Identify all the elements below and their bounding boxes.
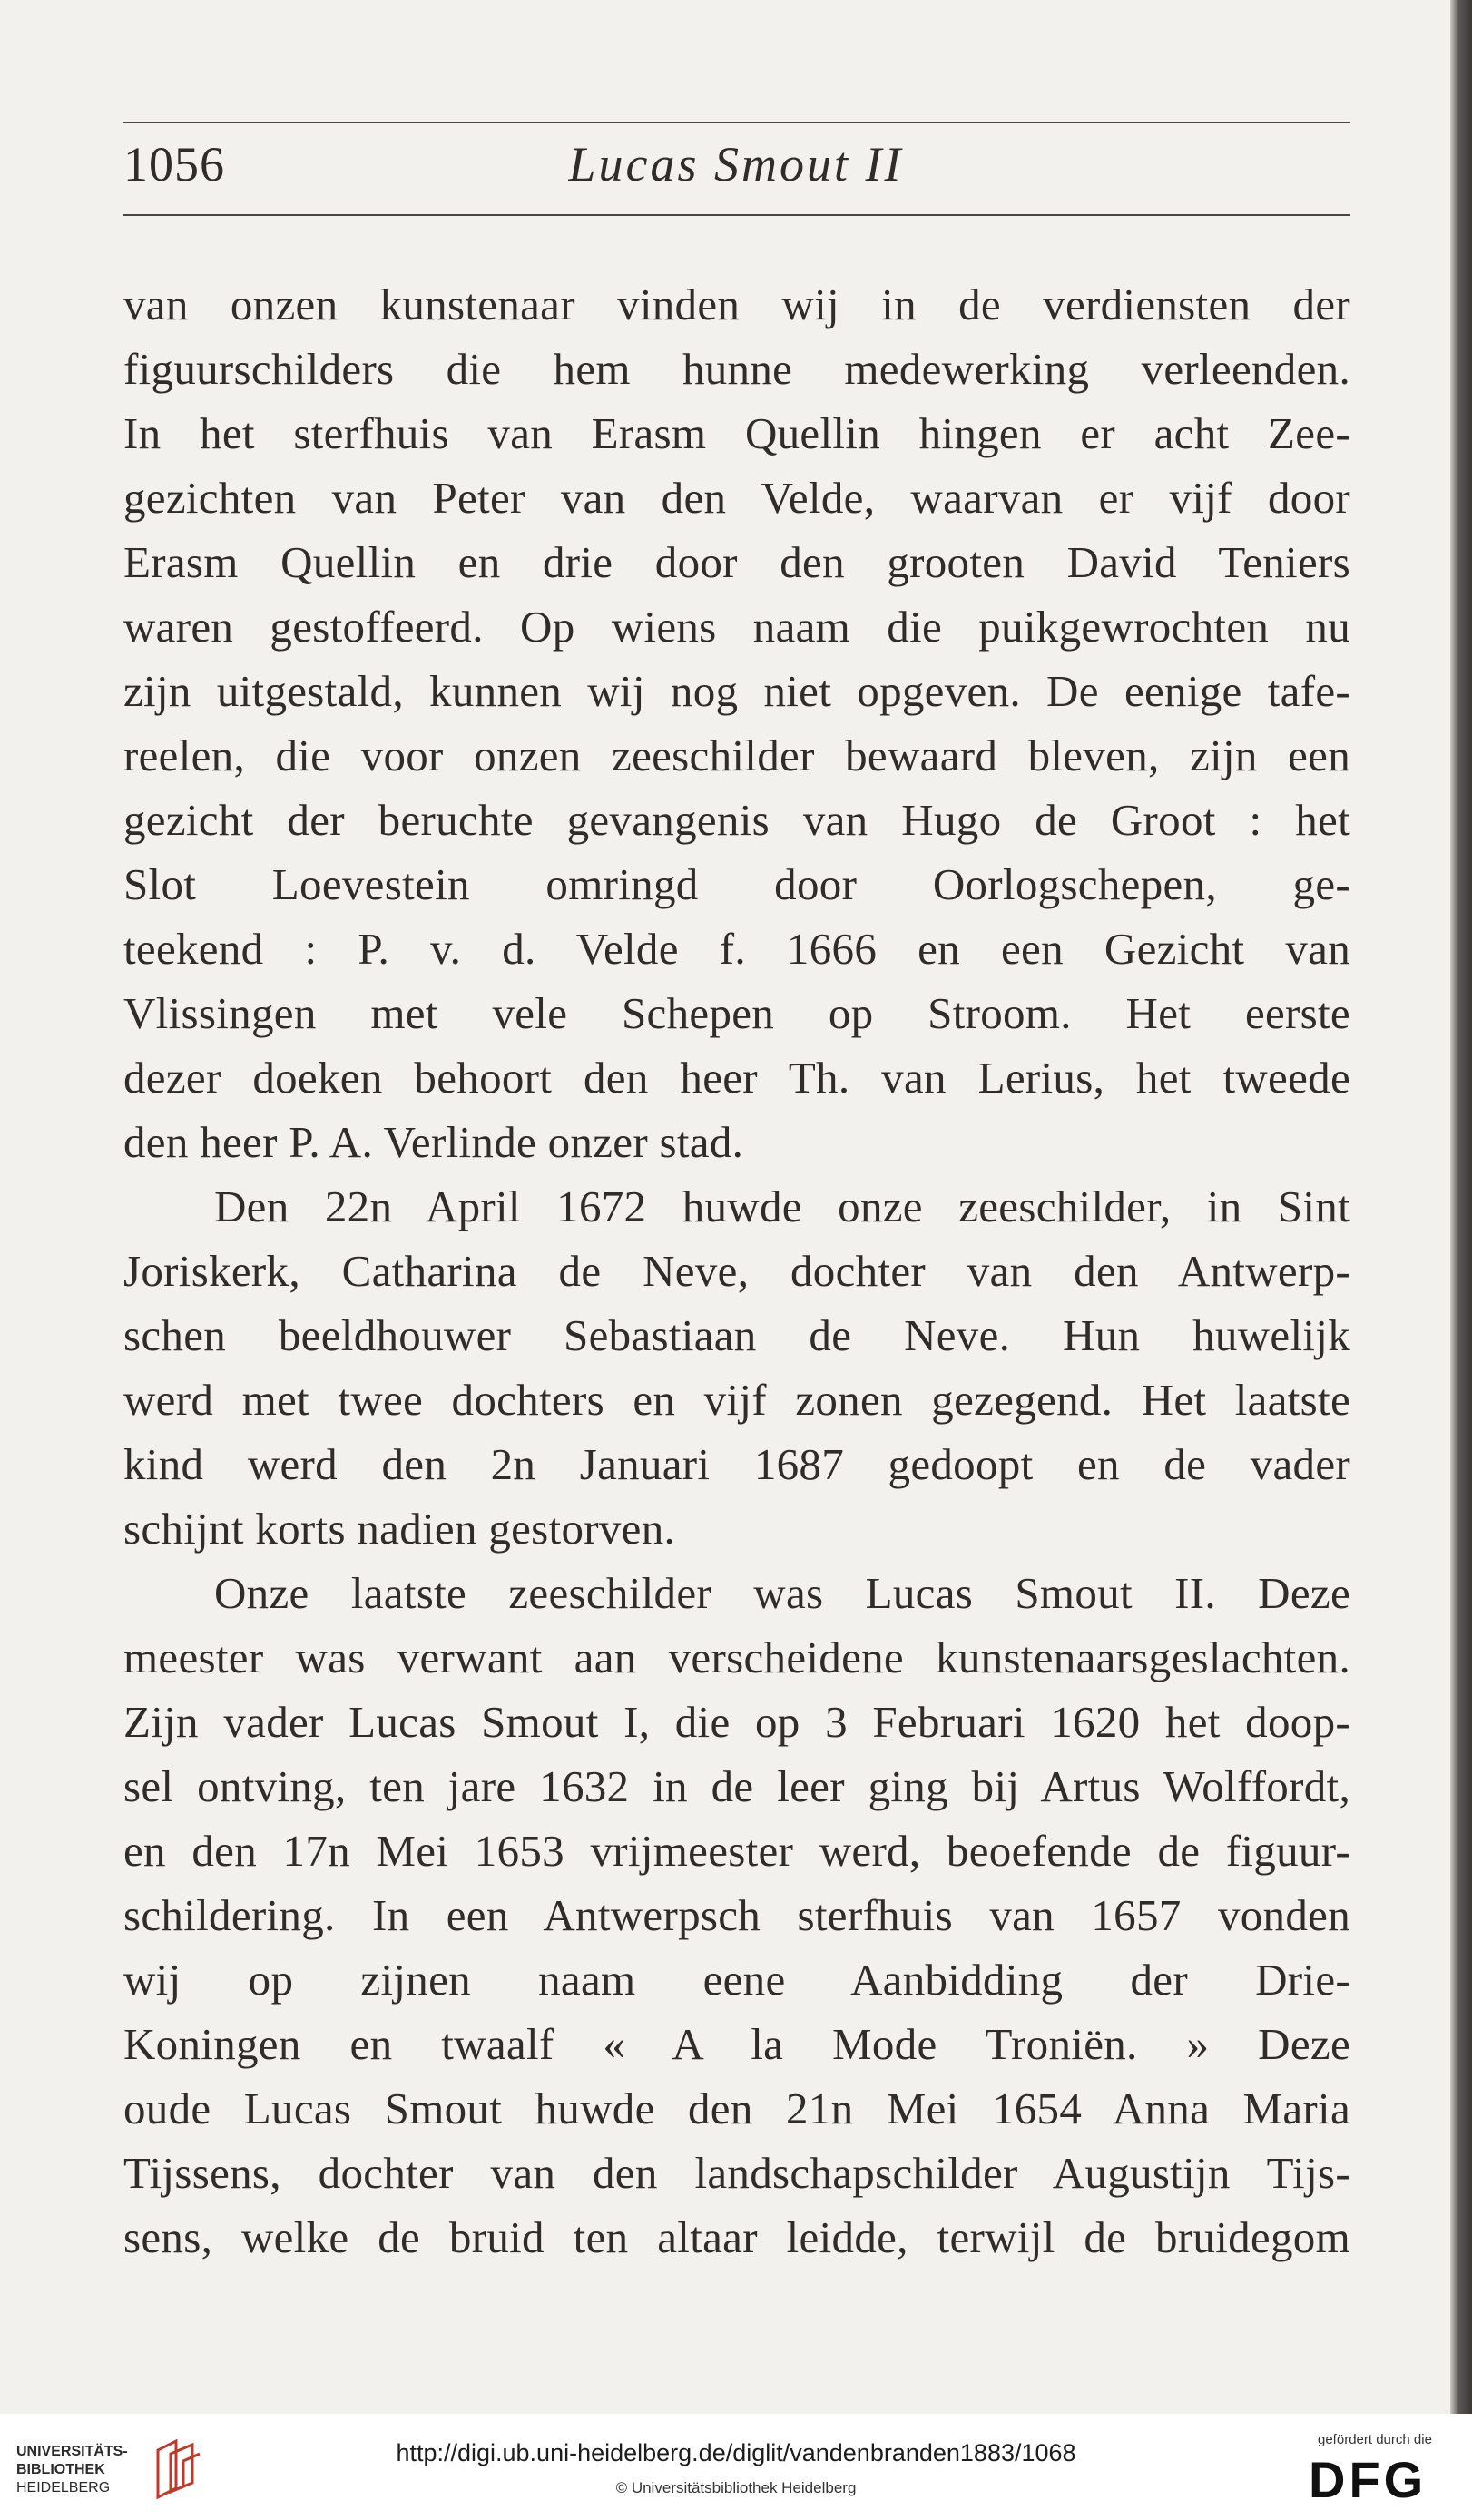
funding-note: gefördert durch die [1318, 2432, 1432, 2447]
text-line: den heer P. A. Verlinde onzer stad. [123, 1117, 744, 1167]
text-line: gezichten van Peter van den Velde, waarvan er vijf door [123, 473, 1350, 523]
dfg-logo: DFG [1309, 2451, 1428, 2508]
text-line: kind werd den 2n Januari 1687 gedoopt en de vader [123, 1439, 1350, 1489]
text-line: wij op zijnen naam eene Aanbidding der Drie- [123, 1955, 1350, 2005]
text-line: figuurschilders die hem hunne medewerking verleenden. [123, 344, 1350, 394]
permalink-url[interactable]: http://digi.ub.uni-heidelberg.de/diglit/vandenbranden1883/1068 [396, 2439, 1076, 2466]
library-name-line: HEIDELBERG [16, 2480, 111, 2495]
text-line: dezer doeken behoort den heer Th. van Lerius, het tweede [123, 1053, 1350, 1103]
header-rule-bottom [123, 214, 1350, 216]
text-line: In het sterfhuis van Erasm Quellin hingen er acht Zee- [123, 408, 1350, 458]
library-name-line: BIBLIOTHEK [16, 2462, 105, 2477]
library-name-line: UNIVERSITÄTS- [16, 2444, 128, 2459]
text-line: en den 17n Mei 1653 vrijmeester werd, beoefende de figuur- [123, 1826, 1350, 1876]
text-line: Koningen en twaalf « A la Mode Troniën. » Deze [123, 2019, 1350, 2069]
text-line: Onze laatste zeeschilder was Lucas Smout II. Deze [214, 1568, 1350, 1618]
running-title: Lucas Smout II [568, 137, 904, 191]
text-line: zijn uitgestald, kunnen wij nog niet opgeven. De eenige tafe- [123, 666, 1350, 716]
text-line: Joriskerk, Catharina de Neve, dochter van den Antwerp- [123, 1246, 1350, 1296]
text-line: meester was verwant aan verscheidene kunstenaarsgeslachten. [123, 1633, 1350, 1682]
text-line: Tijssens, dochter van den landschapschilder Augustijn Tijs- [123, 2148, 1350, 2198]
body-text [123, 272, 1350, 2270]
text-line: reelen, die voor onzen zeeschilder bewaard bleven, zijn een [123, 731, 1350, 780]
text-line: gezicht der beruchte gevangenis van Hugo de Groot : het [123, 795, 1350, 845]
text-line: oude Lucas Smout huwde den 21n Mei 1654 Anna Maria [123, 2084, 1350, 2133]
page-number: 1056 [123, 137, 225, 191]
footer-bar [0, 2414, 1472, 2520]
text-line: schen beeldhouwer Sebastiaan de Neve. Hun huwelijk [123, 1310, 1350, 1360]
text-line: Zijn vader Lucas Smout I, die op 3 Februari 1620 het doop- [123, 1697, 1350, 1747]
page-edge-shadow [1450, 0, 1472, 2414]
text-line: van onzen kunstenaar vinden wij in de verdiensten der [123, 279, 1350, 329]
text-line: Den 22n April 1672 huwde onze zeeschilder, in Sint [214, 1182, 1350, 1231]
text-line: waren gestoffeerd. Op wiens naam die puikgewrochten nu [123, 602, 1350, 652]
text-line: teekend : P. v. d. Velde f. 1666 en een Gezicht van [123, 924, 1350, 974]
text-line: Slot Loevestein omringd door Oorlogschepen, ge- [123, 859, 1350, 909]
text-line: sens, welke de bruid ten altaar leidde, terwijl de bruidegom [123, 2212, 1350, 2262]
text-line: schildering. In een Antwerpsch sterfhuis van 1657 vonden [123, 1890, 1350, 1940]
text-line: werd met twee dochters en vijf zonen gezegend. Het laatste [123, 1375, 1350, 1425]
text-line: Vlissingen met vele Schepen op Stroom. Het eerste [123, 988, 1350, 1038]
header-rule-top [123, 122, 1350, 123]
text-line: Erasm Quellin en drie door den grooten David Teniers [123, 537, 1350, 587]
copyright-notice: © Universitätsbibliothek Heidelberg [615, 2479, 857, 2496]
text-line: schijnt korts nadien gestorven. [123, 1504, 676, 1554]
text-line: sel ontving, ten jare 1632 in de leer ging bij Artus Wolffordt, [123, 1761, 1350, 1811]
